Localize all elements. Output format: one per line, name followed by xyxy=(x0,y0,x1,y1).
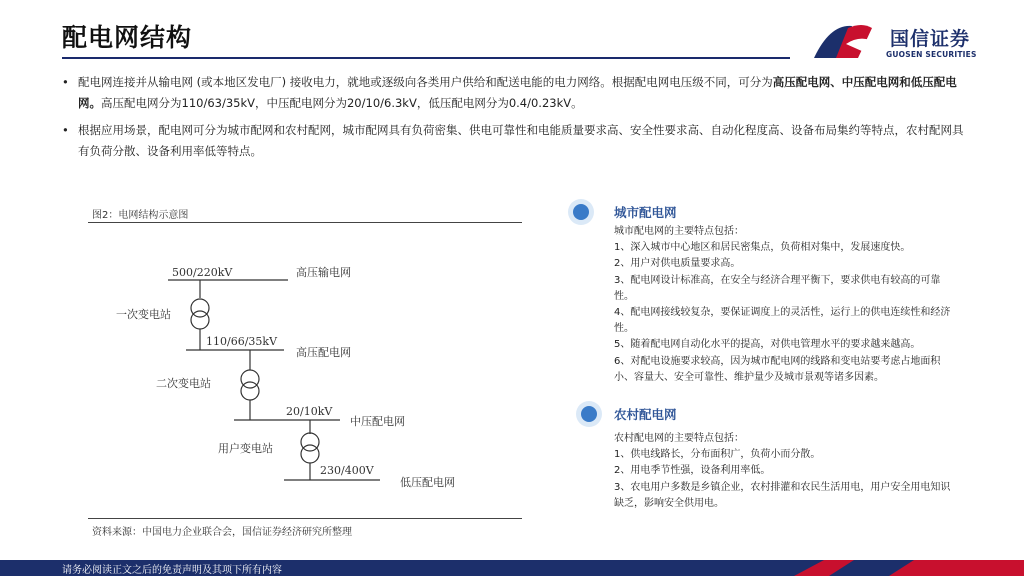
bullet-dot: • xyxy=(62,75,69,89)
company-logo xyxy=(812,18,1012,66)
figure-top-rule xyxy=(88,222,522,223)
bullet-1-text-a: 配电网连接并从输电网 (或本地区发电厂) 接收电力，就地或逐级向各类用户供给和配送电能的电力网络。根据配电网电压级不同，可分为 xyxy=(78,75,773,89)
label-500kv: 500/220kV xyxy=(172,266,233,279)
figure-caption: 图2：电网结构示意图 xyxy=(92,210,189,221)
urban-item: 3、配电网设计标准高，在安全与经济合理平衡下，要求供电有较高的可靠性。 xyxy=(614,274,941,302)
transformer-3-lower xyxy=(301,445,319,463)
page-title: 配电网结构 xyxy=(62,23,193,52)
bullet-2-text: 根据应用场景，配电网可分为城市配网和农村配网，城市配网具有负荷密集、供电可靠性和电能质量要求高、安全性要求高、自动化程度高、设备布局集约等特点，农村配网具有负荷分散、设备利用率低等特点。 xyxy=(78,123,964,158)
urban-section-text xyxy=(614,224,954,386)
label-secondary-substation: 二次变电站 xyxy=(156,377,211,390)
footer-disclaimer: 请务必阅读正文之后的免责声明及其项下所有内容 xyxy=(62,565,282,576)
rural-item: 2、用电季节性强，设备利用率低。 xyxy=(614,465,771,477)
document-icon xyxy=(576,401,602,427)
rural-section-text xyxy=(614,431,954,512)
transformer-2-lower xyxy=(241,382,259,400)
urban-item: 6、对配电设施要求较高，因为城市配电网的线路和变电站要考虑占地面积小、容量大、安全可靠性、维护量少及城市景观等诸多因素。 xyxy=(614,355,941,383)
rural-item: 1、供电线路长，分布面积广，负荷小而分散。 xyxy=(614,449,821,461)
transformer-1-lower xyxy=(191,311,209,329)
label-mv-distribution: 中压配电网 xyxy=(350,415,405,428)
grid-structure-diagram xyxy=(88,224,522,516)
urban-intro: 城市配电网的主要特点包括： xyxy=(614,226,744,237)
figure-bottom-rule xyxy=(88,518,522,519)
label-hv-distribution: 高压配电网 xyxy=(296,346,351,359)
urban-item: 2、用户对供电质量要求高。 xyxy=(614,258,741,270)
bullet-scenarios xyxy=(62,120,972,162)
smile-icon xyxy=(568,199,594,225)
label-lv-distribution: 低压配电网 xyxy=(400,476,455,489)
urban-item: 4、配电网接线较复杂，要保证调度上的灵活性，运行上的供电连续性和经济性。 xyxy=(614,307,951,335)
urban-section-title: 城市配电网 xyxy=(614,205,677,220)
intro-bullets xyxy=(62,72,972,168)
urban-item: 5、随着配电网自动化水平的提高，对供电管理水平的要求越来越高。 xyxy=(614,339,921,351)
logo-en-text: GUOSEN SECURITIES xyxy=(886,50,977,59)
bullet-voltage-levels xyxy=(62,72,972,114)
figure-source: 资料来源：中国电力企业联合会，国信证券经济研究所整理 xyxy=(92,527,352,538)
footer-accent xyxy=(794,560,1024,576)
bullet-1-text-b: 高压配电网分为110/63/35kV，中压配电网分为20/10/6.3kV，低压配电网分为0.4/0.23kV。 xyxy=(101,96,583,110)
label-primary-substation: 一次变电站 xyxy=(116,308,171,321)
bullet-1-bold: 高压配电网、中压配电网和低压配电网。 xyxy=(78,75,957,110)
rural-item: 3、农电用户多数是乡镇企业，农村排灌和农民生活用电，用户安全用电知识缺乏，影响安全供用电。 xyxy=(614,481,951,509)
label-20kv: 20/10kV xyxy=(286,405,333,418)
label-110kv: 110/66/35kV xyxy=(206,335,278,348)
urban-item: 1、深入城市中心地区和居民密集点，负荷相对集中，发展速度快。 xyxy=(614,242,911,254)
logo-cn-text: 国信证券 xyxy=(890,28,971,50)
label-user-substation: 用户变电站 xyxy=(218,442,273,455)
logo-mark-icon xyxy=(812,18,884,64)
rural-intro: 农村配电网的主要特点包括： xyxy=(614,433,744,444)
label-hv-transmission: 高压输电网 xyxy=(296,266,351,279)
rural-section-title: 农村配电网 xyxy=(614,407,677,422)
label-230v: 230/400V xyxy=(320,464,374,477)
title-underline xyxy=(62,57,790,59)
footer-bar xyxy=(0,560,1024,576)
bullet-dot: • xyxy=(62,123,69,137)
